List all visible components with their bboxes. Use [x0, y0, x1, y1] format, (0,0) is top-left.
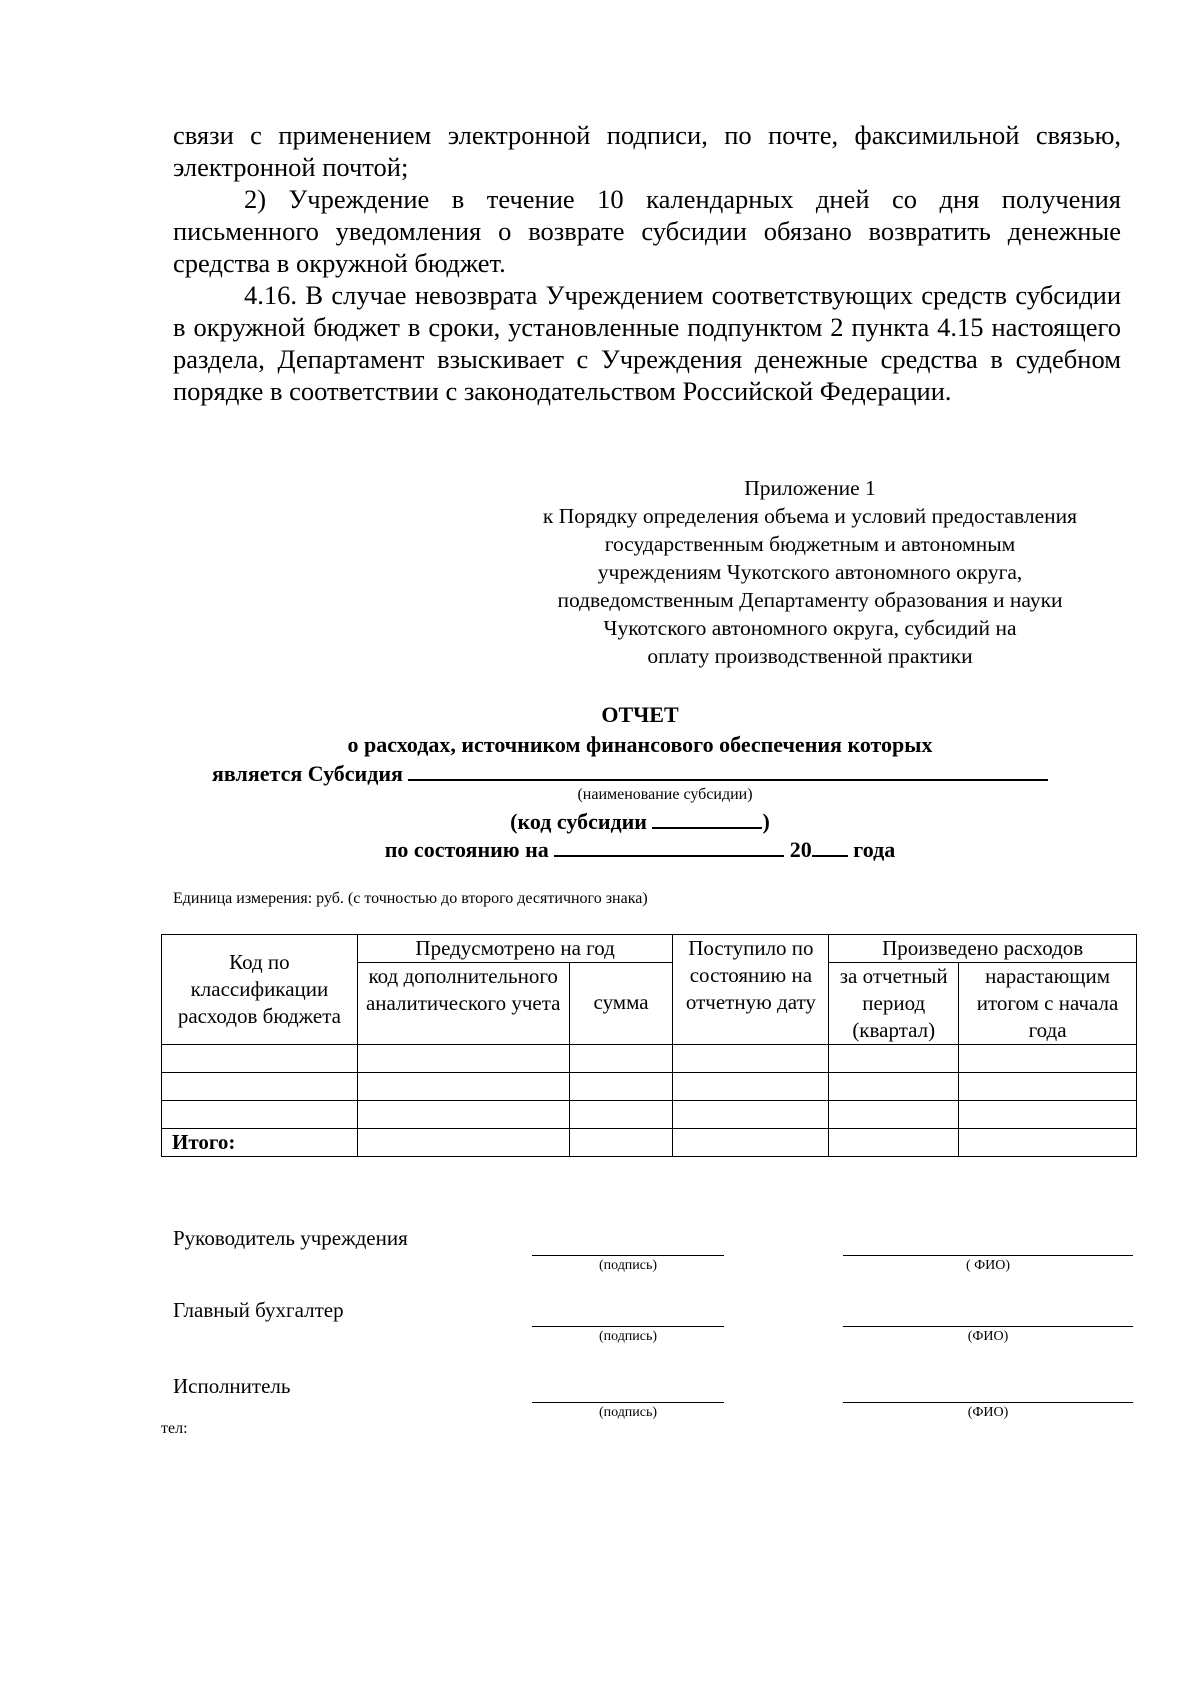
phone-label: тел: [161, 1420, 188, 1437]
sig-label-head: Руководитель учреждения [173, 1226, 408, 1250]
table-cell[interactable] [829, 1073, 959, 1101]
col-header-period: за отчетный период (квартал) [829, 963, 959, 1045]
appendix-line: подведомственным Департаменту образования и науки [557, 588, 1063, 612]
table-cell[interactable] [357, 1045, 569, 1073]
subsidy-code-line [150, 808, 1130, 836]
sig-label-accountant: Главный бухгалтер [173, 1298, 344, 1322]
subsidy-line [212, 760, 1112, 788]
table-cell[interactable] [162, 1073, 358, 1101]
col-header-cumulative: нарастающим итогом с начала года [959, 963, 1137, 1045]
table-cell[interactable] [357, 1101, 569, 1129]
col-header-code: Код по классификации расходов бюджета [162, 935, 358, 1045]
appendix-line: оплату производственной практики [647, 644, 973, 668]
paragraph-1: связи с применением электронной подписи, по почте, факсимильной связью, электронной почтой; [173, 120, 1121, 182]
units-note: Единица измерения: руб. (с точностью до второго десятичного знака) [173, 890, 648, 907]
subsidy-name-field[interactable] [408, 761, 1048, 781]
table-cell[interactable] [673, 1129, 829, 1157]
report-year-field[interactable] [812, 837, 848, 857]
table-row [162, 1073, 1137, 1101]
table-cell[interactable] [959, 1073, 1137, 1101]
sign-hint: (подпись) [598, 1258, 658, 1273]
body-text [173, 119, 1121, 407]
table-cell[interactable] [673, 1073, 829, 1101]
table-row [162, 1101, 1137, 1129]
table-cell[interactable] [357, 1129, 569, 1157]
table-cell[interactable] [829, 1129, 959, 1157]
group-header-planned: Предусмотрено на год [357, 935, 673, 963]
appendix-line: государственным бюджетным и автономным [604, 532, 1016, 556]
col-header-analytic: код дополнительного аналитического учета [357, 963, 569, 1045]
table-cell[interactable] [569, 1129, 673, 1157]
fio-hint: ( ФИО) [965, 1258, 1011, 1273]
group-header-spent: Произведено расходов [829, 935, 1137, 963]
table-cell[interactable] [569, 1073, 673, 1101]
fio-field-accountant[interactable] [843, 1326, 1133, 1347]
subsidy-code-close: ) [762, 809, 770, 834]
table-cell[interactable] [162, 1101, 358, 1129]
table-cell[interactable] [569, 1045, 673, 1073]
report-year-suffix: года [853, 837, 896, 862]
table-cell[interactable] [959, 1045, 1137, 1073]
report-date-line [150, 836, 1130, 864]
table-cell[interactable] [357, 1073, 569, 1101]
table-cell[interactable] [829, 1045, 959, 1073]
table-cell[interactable] [569, 1101, 673, 1129]
report-date-field[interactable] [554, 837, 784, 857]
fio-field-head[interactable] [843, 1255, 1133, 1276]
subsidy-name-hint: (наименование субсидии) [577, 786, 753, 803]
fio-hint: (ФИО) [967, 1329, 1009, 1344]
appendix-line: Чукотского автономного округа, субсидий на [603, 616, 1017, 640]
table-cell[interactable] [959, 1101, 1137, 1129]
paragraph-2: 2) Учреждение в течение 10 календарных дней со дня получения письменного уведомления о возврате субсидии обязано возвратить денежные средства в окружной бюджет. [173, 184, 1121, 278]
col-header-sum: сумма [569, 963, 673, 1045]
subsidy-label: является Субсидия [212, 761, 403, 786]
signature-field-accountant[interactable] [532, 1326, 724, 1347]
report-year-prefix: 20 [789, 837, 812, 862]
sig-label-executor: Исполнитель [173, 1374, 291, 1398]
appendix-title: Приложение 1 [744, 476, 876, 500]
appendix-header [480, 474, 1140, 670]
report-table [161, 934, 1137, 1157]
fio-field-executor[interactable] [843, 1402, 1133, 1423]
table-row [162, 1045, 1137, 1073]
table-row-total [162, 1129, 1137, 1157]
paragraph-3: 4.16. В случае невозврата Учреждением соответствующих средств субсидии в окружной бюджет в сроки, установленные подпунктом 2 пункта 4.15 настоящего раздела, Департамент взыскивает с Учреждения денежные средства в судебном порядке в соответствии с законодательством Российской Федерации. [173, 280, 1121, 406]
report-subtitle: о расходах, источником финансового обеспечения которых [347, 732, 933, 757]
appendix-line: к Порядку определения объема и условий предоставления [542, 504, 1078, 528]
col-header-received: Поступило по состоянию на отчетную дату [673, 935, 829, 1045]
report-date-label: по состоянию на [384, 837, 549, 862]
report-title: ОТЧЕТ [601, 702, 679, 727]
report-title-block [150, 700, 1130, 760]
subsidy-code-label: (код субсидии [510, 809, 647, 834]
signature-field-head[interactable] [532, 1255, 724, 1276]
sign-hint: (подпись) [598, 1405, 658, 1420]
table-cell[interactable] [959, 1129, 1137, 1157]
total-label: Итого: [162, 1129, 358, 1157]
appendix-line: учреждениям Чукотского автономного округа, [597, 560, 1023, 584]
table-cell[interactable] [162, 1045, 358, 1073]
signature-field-executor[interactable] [532, 1402, 724, 1423]
subsidy-code-field[interactable] [652, 809, 762, 829]
table-cell[interactable] [673, 1101, 829, 1129]
sign-hint: (подпись) [598, 1329, 658, 1344]
table-cell[interactable] [829, 1101, 959, 1129]
table-cell[interactable] [673, 1045, 829, 1073]
fio-hint: (ФИО) [967, 1405, 1009, 1420]
